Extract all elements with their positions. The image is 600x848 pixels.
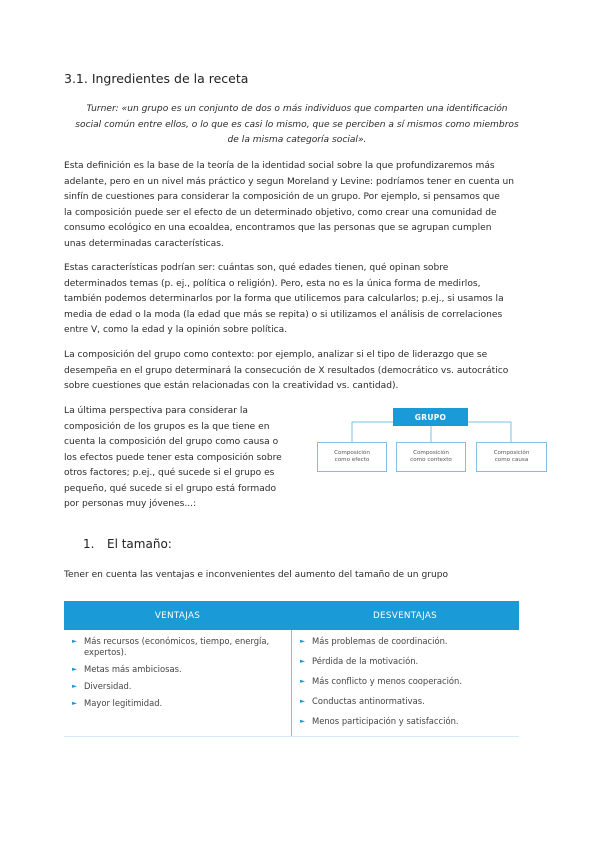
list-item [72,636,282,658]
node-label: Composición [334,450,370,456]
paragraph-line: sinfín de cuestiones para considerar la composición de un grupo. Por ejemplo, si pensamos que [64,192,500,202]
table-intro: Tener en cuenta las ventajas e inconvenientes del aumento del tamaño de un grupo [64,570,449,580]
diagram-node-context [396,442,466,472]
paragraph-line: desempeña en el grupo determinará la consecución de X resultados (democrático vs. autocrático [64,365,509,376]
group-composition-diagram [313,408,550,478]
quote-line: de la misma categoría social». [227,135,367,145]
paragraph-context [64,348,534,395]
paragraph-line: consumo ecológico en una ecoaldea, encontramos que las personas que se agrupan cumplen [64,223,492,233]
list-item [300,636,515,647]
list-item [72,698,282,709]
paragraph-line: Estas características podrían ser: cuántas son, qué edades tienen, qué opinan sobre [64,263,449,273]
list-item-text: Diversidad. [84,681,132,691]
paragraph-line: sobre cuestiones que están relacionadas con la creatividad vs. cantidad). [64,381,399,391]
paragraph-definition [64,159,534,252]
list-item-text: Conductas antinormativas. [312,696,425,706]
bullet-arrow-icon: ► [300,697,305,705]
diagram-root-node: GRUPO [393,408,468,426]
quote-line: Turner: «un grupo es un conjunto de dos o más individuos que comparten una identificación [86,104,508,114]
table-bottom-border [64,736,519,737]
paragraph-line: Esta definición es la base de la teoría de la identidad social sobre la que profundizaremos más [64,161,495,171]
list-item-text: Más recursos (económicos, tiempo, energía, expertos). [84,636,270,657]
paragraph-line: pequeño, qué sucede si el grupo está formado [64,483,277,494]
list-item [72,664,282,675]
paragraph-line: unas determinadas características. [64,238,224,249]
paragraph-cause [64,404,296,513]
paragraph-line: la composición puede ser el efecto de un determinado objetivo, como crear una comunidad de [64,207,497,218]
bullet-arrow-icon: ► [72,682,77,690]
bullet-arrow-icon: ► [300,637,305,645]
list-item [72,681,282,692]
bullet-arrow-icon: ► [300,677,305,685]
paragraph-line: los efectos puede tener esta composición sobre [64,452,282,463]
list-item-text: Metas más ambiciosas. [84,664,182,674]
diagram-node-cause [476,442,547,472]
bullet-arrow-icon: ► [300,717,305,725]
paragraph-line: determinados temas (p. ej., política o religión). Pero, esta no es la única forma de medirlos, [64,278,481,289]
ventajas-list [72,636,282,715]
table-header [64,601,519,630]
node-label: Composición [493,450,530,456]
list-number: 1. [83,537,95,551]
list-heading-text: El tamaño: [107,537,172,551]
turner-quote [64,102,530,149]
paragraph-line: también podemos determinarlos por la forma que utilicemos para calcularlos; p.ej., si usamos la [64,294,504,304]
diagram-node-effect [317,442,387,472]
paragraph-line: entre V, como la edad y la opinión sobre política. [64,325,288,335]
list-item-text: Más problemas de coordinación. [312,636,448,646]
node-label: Composición [413,450,449,456]
bullet-arrow-icon: ► [72,699,77,707]
list-item [300,716,515,727]
section-title: 3.1. Ingredientes de la receta [64,71,249,86]
paragraph-line: composición de los grupos es la que tiene en [64,421,270,432]
paragraph-characteristics [64,261,534,339]
bullet-arrow-icon: ► [72,637,77,645]
list-item-text: Más conflicto y menos cooperación. [312,676,463,686]
header-ventajas: VENTAJAS [154,610,201,621]
quote-line: social común entre ellos, o lo que es casi lo mismo, que se perciben a sí mismos como miembros [75,119,519,130]
list-item-text: Menos participación y satisfacción. [312,716,459,726]
column-divider [291,630,292,737]
paragraph-line: adelante, pero en un nivel más práctico y segun Moreland y Levine: podríamos tener en cuenta un [64,176,515,187]
pros-cons-table [64,601,519,737]
paragraph-line: La última perspectiva para considerar la [64,406,248,416]
list-item [300,676,515,687]
paragraph-line: cuenta la composición del grupo como causa o [64,437,279,447]
node-label: como contexto [410,457,452,463]
paragraph-line: por personas muy jóvenes...: [64,499,197,509]
header-desventajas: DESVENTAJAS [372,610,438,621]
node-label: como causa [494,457,529,463]
desventajas-list [300,636,515,736]
list-item-text: Pérdida de la motivación. [312,656,419,666]
node-label: como efecto [334,457,370,463]
bullet-arrow-icon: ► [300,657,305,665]
list-item-text: Mayor legitimidad. [84,698,163,708]
bullet-arrow-icon: ► [72,665,77,673]
list-heading-size [83,537,172,551]
list-item [300,656,515,667]
paragraph-line: media de edad o la moda (la edad que más se repita) o si utilizamos el análisis de correlaciones [64,309,503,320]
paragraph-line: La composición del grupo como contexto: por ejemplo, analizar si el tipo de liderazgo que se [64,350,488,360]
paragraph-line: otros factores; p.ej., qué sucede si el grupo es [64,468,275,478]
list-item [300,696,515,707]
